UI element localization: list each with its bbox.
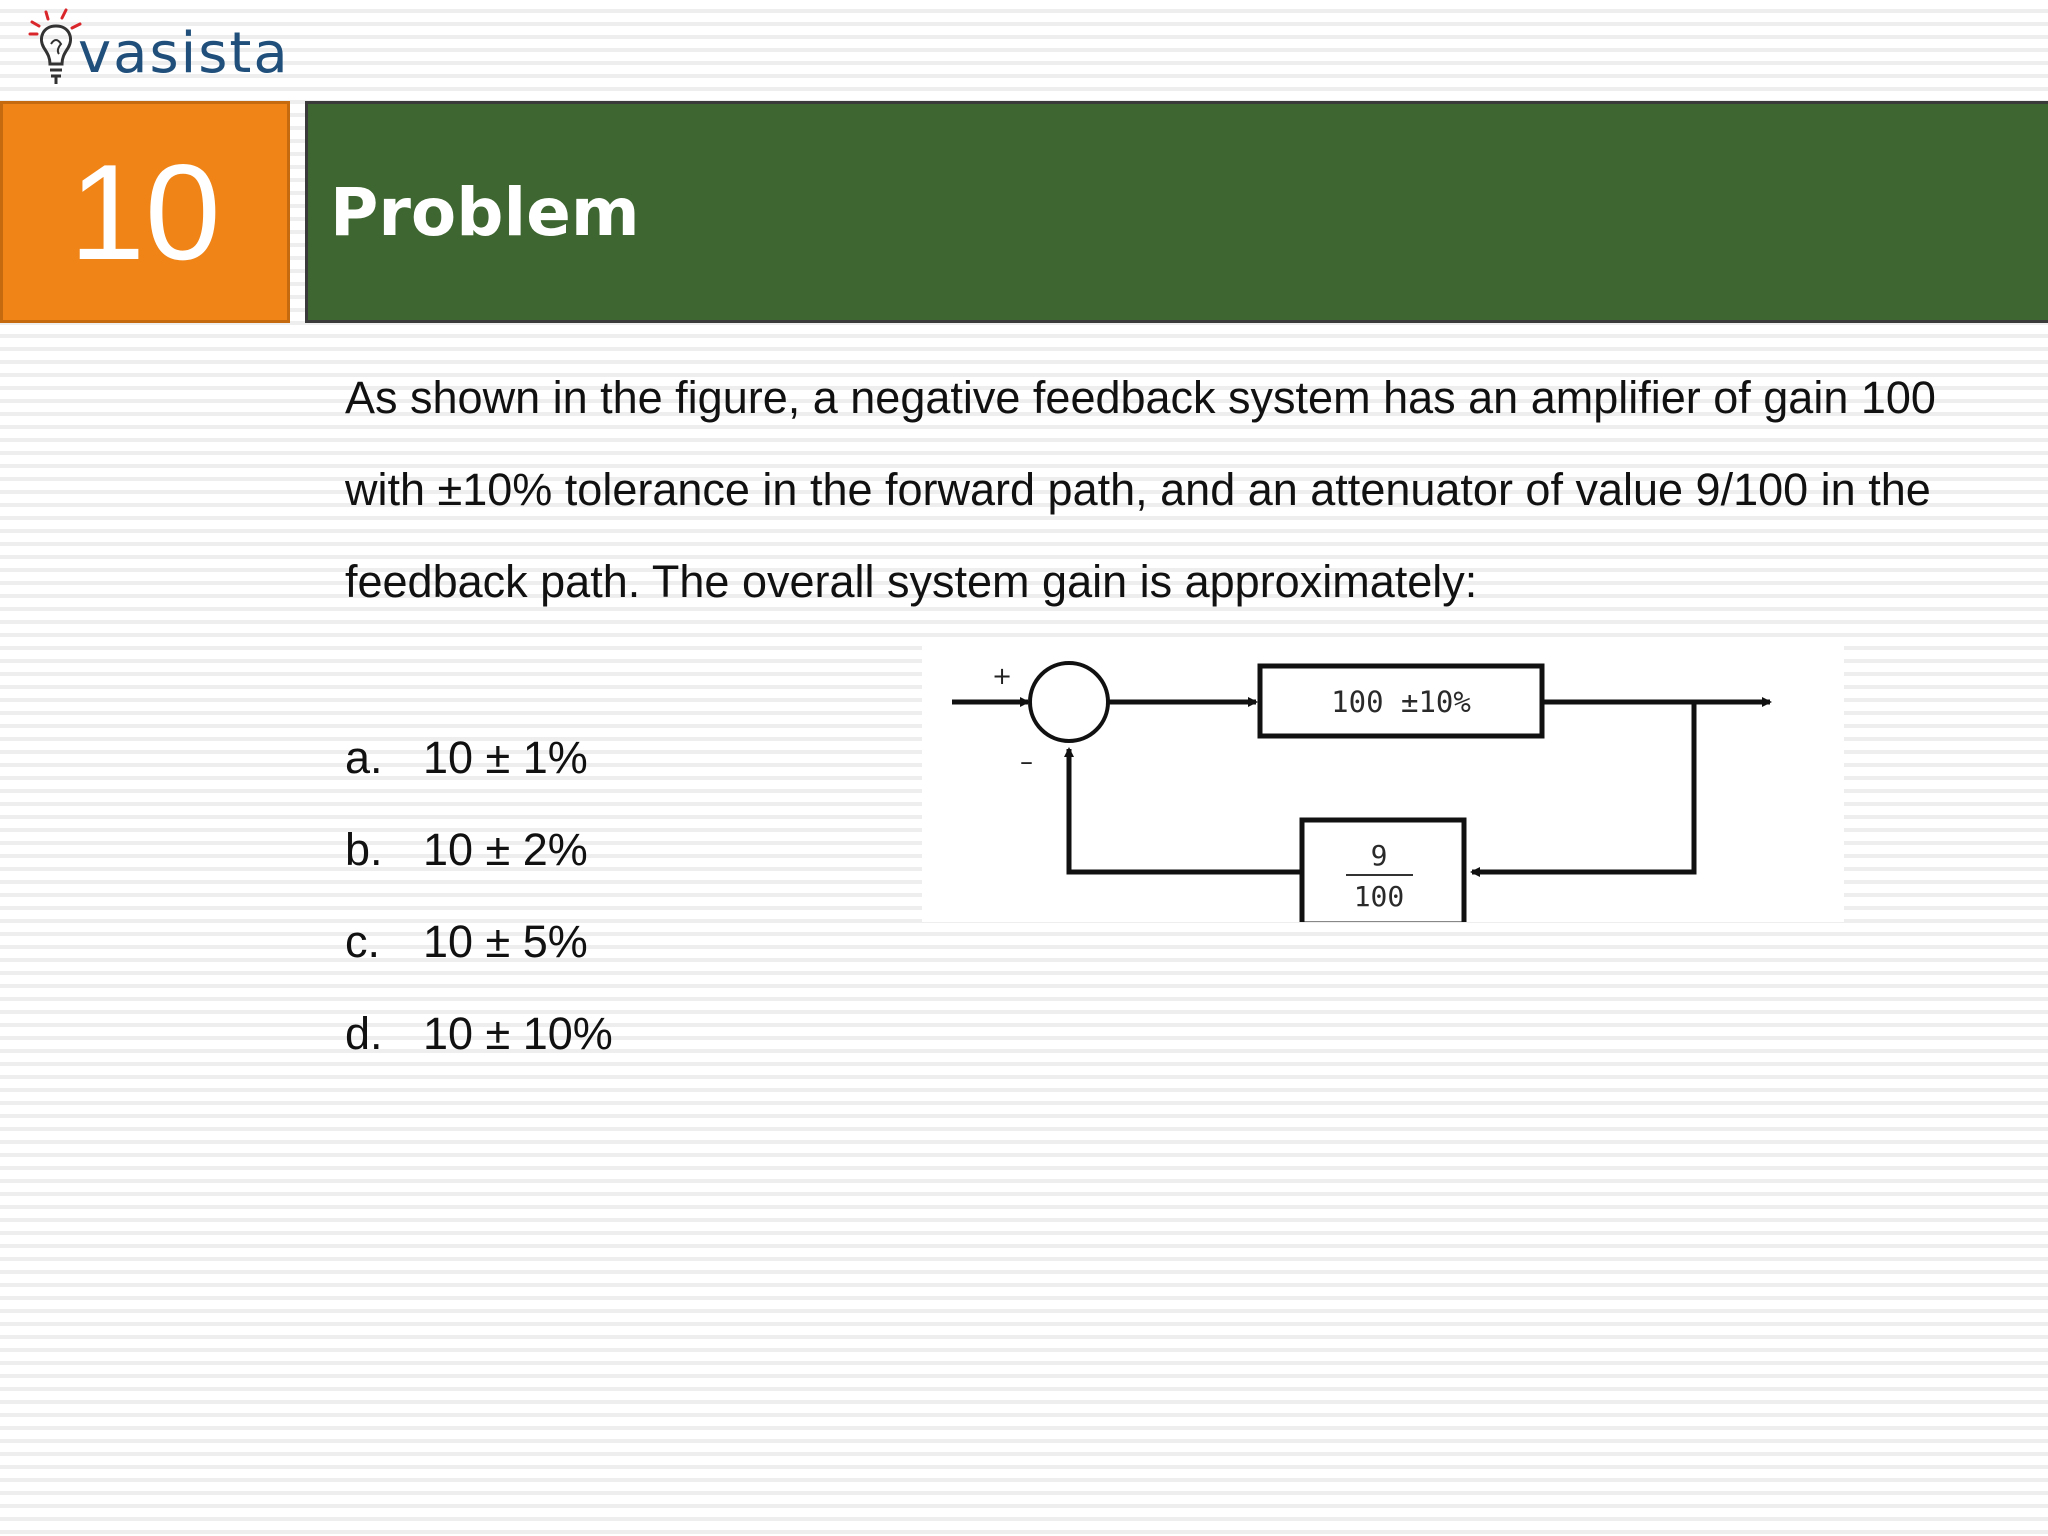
answer-options (345, 712, 613, 1080)
option-letter: d. (345, 1008, 383, 1059)
option-text: 10 ± 5% (423, 916, 588, 967)
option-b[interactable] (345, 804, 613, 896)
title-bar (305, 101, 2048, 323)
vasista-logo (18, 4, 288, 96)
option-c[interactable] (345, 896, 613, 988)
forward-block-label: 100 ±10% (1331, 685, 1471, 719)
option-text: 10 ± 10% (423, 1008, 613, 1059)
slide-number: 10 (69, 136, 221, 288)
question-text: As shown in the figure, a negative feedback system has an amplifier of gain 100 with ±10% tolerance in the forward path, and an attenuator of value 9/100 in the feedback path. The overall system gain is approximately: (345, 372, 1936, 607)
slide-number-box (0, 101, 290, 323)
logo-wordmark: vasista (78, 21, 290, 86)
option-letter: b. (345, 824, 383, 875)
summing-junction (1030, 663, 1108, 741)
plus-sign: + (992, 662, 1013, 690)
minus-sign: – (1020, 747, 1033, 777)
block-diagram-svg (922, 640, 1844, 922)
feedback-diagram (922, 640, 1844, 922)
page-title: Problem (330, 174, 640, 251)
option-letter: a. (345, 732, 383, 783)
feedback-numerator: 9 (1370, 839, 1388, 872)
option-a[interactable] (345, 712, 613, 804)
option-letter: c. (345, 916, 381, 967)
feedback-denominator: 100 (1353, 880, 1405, 913)
option-text: 10 ± 2% (423, 824, 588, 875)
feedback-path-left (1069, 749, 1302, 872)
option-text: 10 ± 1% (423, 732, 588, 783)
option-d[interactable] (345, 988, 613, 1080)
